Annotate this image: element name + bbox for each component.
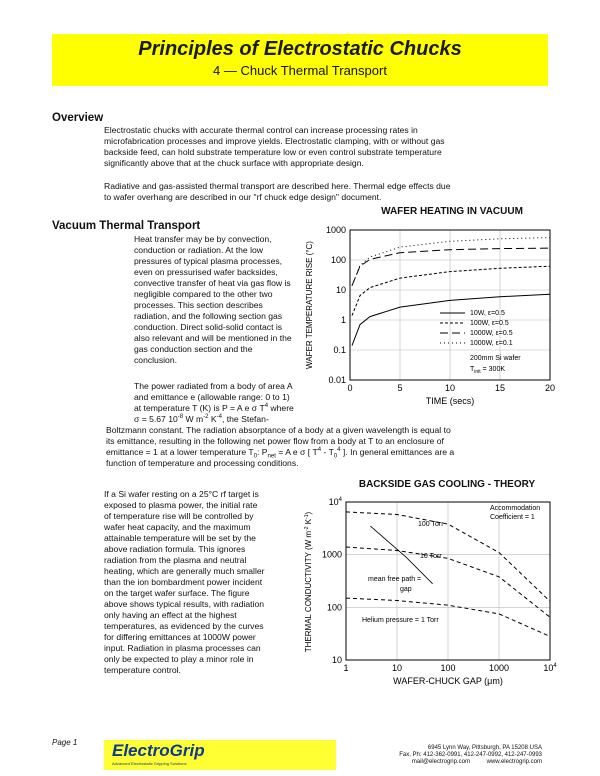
overview-heading: Overview (52, 112, 104, 124)
chart1-legend-label: 1000W, ε=0.5 (470, 330, 513, 337)
chart2-x-axis-label: WAFER-CHUCK GAP (μm) (393, 676, 503, 686)
chart1-legend-label: 1000W, ε=0.1 (470, 340, 513, 347)
footer-address (344, 745, 542, 766)
chart1-y-tick: 0.01 (328, 375, 346, 385)
vacuum-paragraph-1: Heat transfer may be by convection, conduction or radiation. At the low pressures of typical plasma processes, even on pressurised wafer backsides, convective transfer of heat via gas flow is negligible compared to the other two processes. This section describes radiation, and the following section gas conduction. Direct solid-solid contact is also relevant and will be mentioned in the gas conduction section and the conclusion. (134, 234, 292, 365)
contact-line: mail@electrogrip.com www.electrogrip.com (411, 759, 542, 765)
wafer-heating-chart (300, 218, 562, 410)
logo-tagline: Advanced Electrostatic Gripping Solutions (112, 761, 187, 766)
chart2-y-axis-label: THERMAL CONDUCTIVITY (W $m^{-2}$ $K^{-1}$) (304, 511, 313, 653)
page-number: Page 1 (52, 738, 78, 747)
chart1-x-tick: 20 (544, 383, 556, 393)
chart1-x-tick: 5 (397, 383, 403, 393)
chart1-legend-label: 100W, ε=0.5 (470, 320, 509, 327)
chart2-title: BACKSIDE GAS COOLING - THEORY (358, 479, 536, 490)
overview-paragraph-1: Electrostatic chucks with accurate thermal control can increase processing rates in microfabrication processes and improve yields. Electrostatic clamping, with or without gas backside feed, can hold substrate temperature low or even control substrate temperature significantly above that at the chuck surface with appropriate design. (104, 125, 445, 168)
chart2-y-tick: $10^4$ (328, 497, 342, 507)
annotation-accommodation-1: Accommodation (490, 505, 541, 512)
vacuum-heading: Vacuum Thermal Transport (52, 220, 201, 232)
chart1-y-tick: 0.1 (333, 345, 346, 355)
address-line-2: Fax, Ph: 412-362-0991, 412-247-0992, 412-247-0993 (399, 752, 542, 758)
chart2-y-tick: 100 (326, 602, 342, 613)
chart1-x-tick: 15 (494, 383, 506, 393)
annotation-helium-pressure: Helium pressure = 1 Torr (362, 617, 439, 624)
vacuum-paragraph-3: If a Si wafer resting on a 25°C rf target is exposed to plasma power, the initial rate of temperature rise will be controlled by wafer heat capacity, and the maximum attainable temperature will be set by the above radiation formula. This ignores radiation from the plasma and neutral heating, which are generally much smaller than the ion bombardment power incident on the target wafer surface. The figure above shows typical results, with radiation only having an effect at the highest temperatures, as evidenced by the curves for differing emittances at 1000W power input. Radiation in plasma processes can only be expected to play a minor role in temperature control. (104, 489, 265, 675)
vacuum-paragraph-2: The power radiated from a body of area A and emittance e (allowable range: 0 to 1) at temperature T (K) is P = A e σ $T^4$ where σ = 5.67 $10^{-8}$ W $m^{-2}$ $K^{-4}$, the Stefan- Boltzmann constant. The radiation absorptance of a body at a given wavelength is equal to its emittance, resulting in the following net power flow from a body at T to an enclosure of emittance = 1 at a lower temperature $T_0$: $P_{net} = A$ e σ [ $T^4 - T_0^4$ ]. In general emittances are a function of temperature and processing conditions. (106, 381, 455, 468)
chart1-x-tick: 0 (347, 383, 353, 393)
gas-cooling-chart (300, 492, 562, 688)
annotation-100-torr: 100 Torr (418, 521, 444, 528)
chart1-series-line (352, 266, 550, 315)
electrogrip-logo (104, 740, 336, 770)
page-title: Principles of Electrostatic Chucks (138, 38, 462, 60)
address-line-1: 6945 Lynn Way, Pittsburgh, PA 15208 USA (427, 745, 542, 751)
title-banner (52, 34, 548, 86)
chart1-x-tick: 10 (444, 383, 456, 393)
annotation-accommodation-2: Coefficient = 1 (490, 514, 535, 521)
chart1-y-tick: 1000 (325, 225, 346, 235)
chart1-legend-label: 10W, ε=0.5 (470, 310, 505, 317)
page-subtitle: 4 — Chuck Thermal Transport (213, 63, 387, 78)
chart2-y-tick: 10 (331, 655, 342, 665)
chart2-x-tick: $10^4$ (543, 663, 557, 673)
chart2-x-tick: 100 (440, 663, 456, 673)
chart2-x-tick: 1 (343, 663, 349, 673)
annotation-mean-free-path-2: gap (400, 586, 412, 593)
chart1-y-tick: 1 (340, 315, 346, 325)
chart2-y-tick: 1000 (321, 549, 342, 560)
chart2-x-tick: 1000 (488, 663, 510, 673)
chart1-x-axis-label: TIME (secs) (425, 396, 475, 406)
chart1-y-tick: 10 (335, 285, 346, 295)
annotation-10-torr: 10 Torr (420, 553, 442, 560)
annotation-mean-free-path-1: mean free path = (368, 576, 422, 583)
logo-wordmark: ElectroGrip (112, 741, 205, 760)
chart1-note-wafer: 200mm Si wafer (470, 355, 521, 362)
chart1-note-tinit: $T_{init} = 300K$ (470, 366, 506, 375)
chart1-y-axis-label: WAFER TEMPERATURE RISE (°C) (305, 241, 314, 369)
chart1-y-tick: 100 (330, 255, 346, 265)
chart1-series-line (352, 248, 550, 286)
overview-paragraph-2: Radiative and gas-assisted thermal transport are described here. Thermal edge effects due to wafer overhang are described in our "rf chuck edge design" document. (104, 181, 451, 202)
chart1-title: WAFER HEATING IN VACUUM (381, 206, 523, 217)
chart1-series-line (352, 238, 550, 286)
chart2-x-tick: 10 (391, 663, 403, 673)
